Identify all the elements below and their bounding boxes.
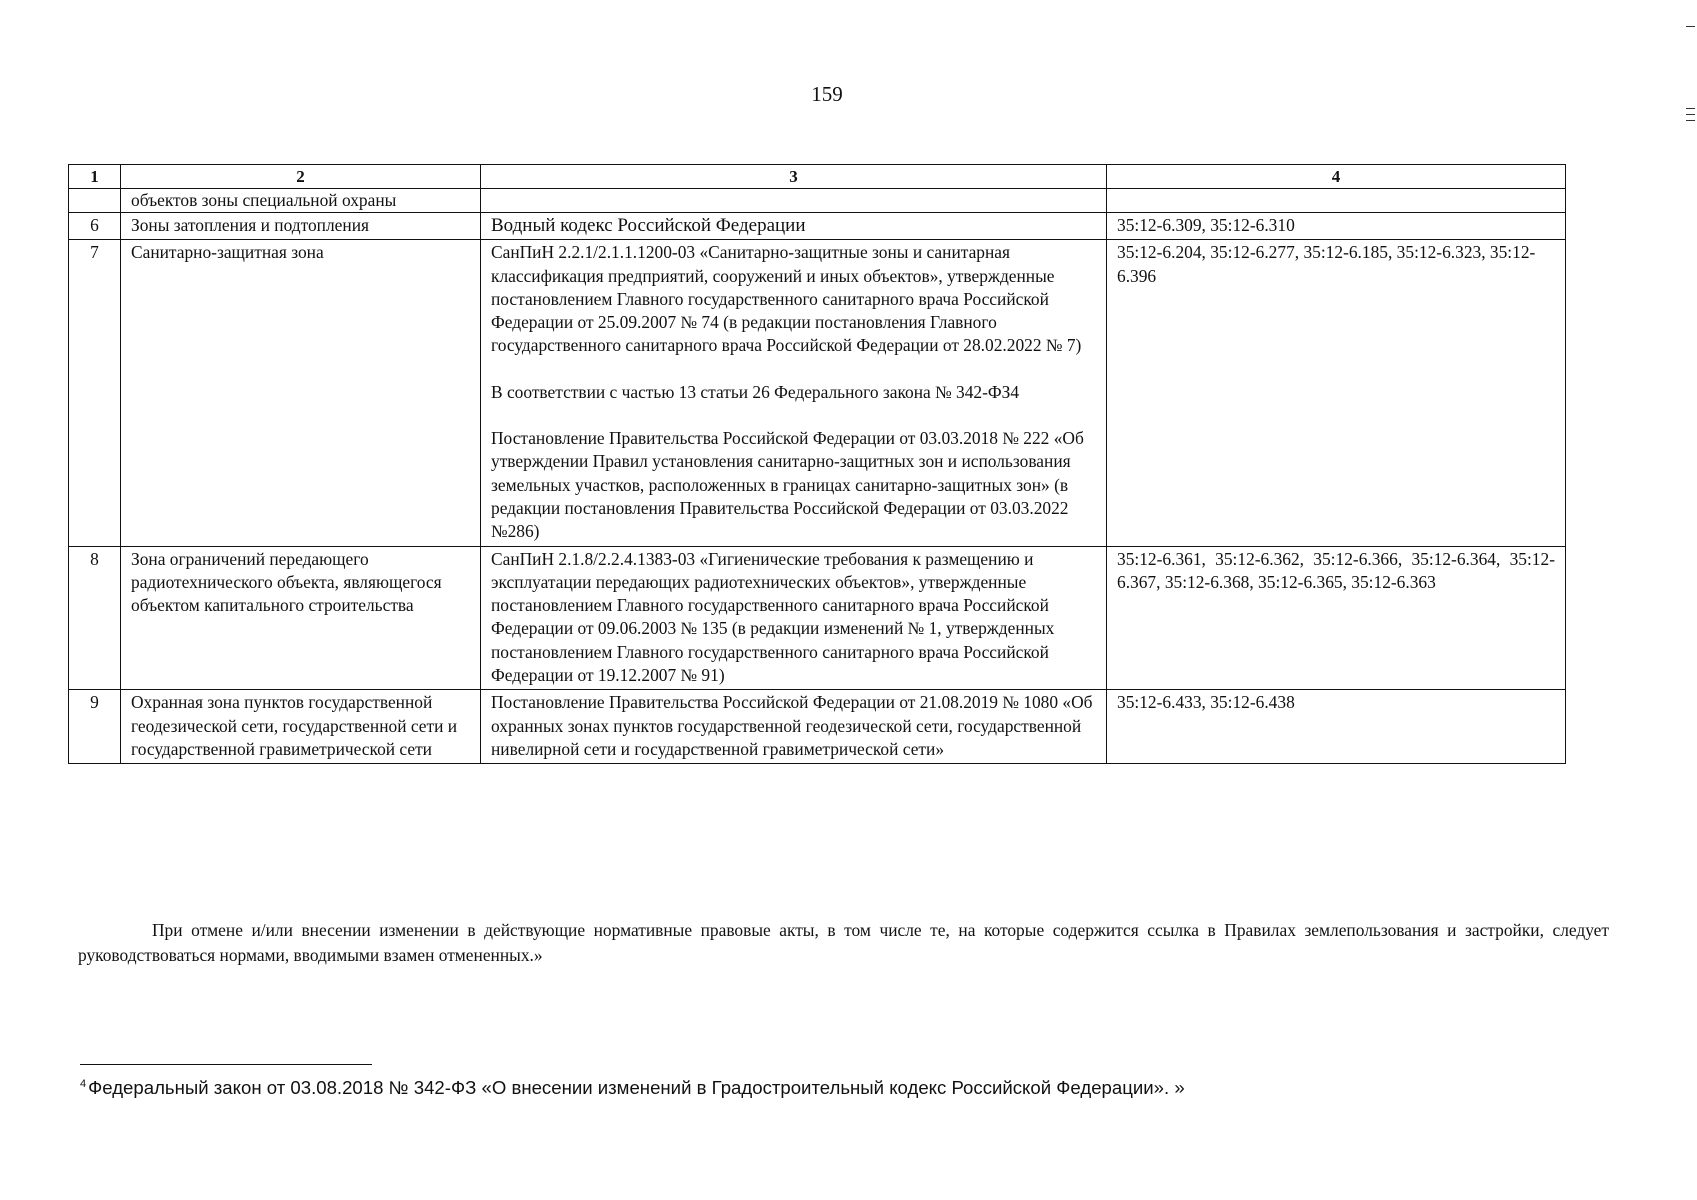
footnote [80,1072,1580,1100]
norm-text: СанПиН 2.2.1/2.1.1.1200-03 «Санитарно-защитные зоны и санитарная классификация предприятий, сооружений и иных объектов», утвержденные постановлением Главного государственного санитарного врача Российской Федерации от 25.09.2007 № 74 (в редакции постановления Главного государственного санитарного врача Российской Федерации от 28.02.2022 № 7) [491,242,1082,356]
column-header: 3 [481,165,1107,189]
footnote-marker: 4 [80,1078,87,1090]
norms-cell [481,189,1107,213]
codes-cell: 35:12-6.309, 35:12-6.310 [1107,213,1566,240]
norms-cell [481,213,1107,240]
norms-cell [481,240,1107,546]
codes-cell: 35:12-6.204, 35:12-6.277, 35:12-6.185, 35:12-6.323, 35:12-6.396 [1107,240,1566,546]
zones-table [68,164,1566,764]
row-number [69,189,121,213]
column-header: 4 [1107,165,1566,189]
norm-text: В соответствии с частью 13 статьи 26 Федерального закона № 342-ФЗ4 [491,381,1020,402]
footnote-text: Федеральный закон от 03.08.2018 № 342-ФЗ «О внесении изменений в Градостроительный кодекс Российской Федерации». » [88,1077,1185,1098]
edge-mark [1686,108,1695,109]
zone-name: Зона ограничений передающего радиотехнического объекта, являющегося объектом капитального строительства [121,546,481,690]
norm-text: Постановление Правительства Российской Федерации от 03.03.2018 № 222 «Об утверждении Правил установления санитарно-защитных зон и использования земельных участков, расположенных в границах санитарно-защитных зон» (в редакции постановления Правительства Российской Федерации от 03.03.2022 №286) [491,428,1084,542]
codes-cell: 35:12-6.361, 35:12-6.362, 35:12-6.366, 35:12-6.364, 35:12-6.367, 35:12-6.368, 35:12-6.365, 35:12-6.363 [1107,546,1566,690]
page-number: 159 [811,82,843,106]
zone-name: объектов зоны специальной охраны [121,189,481,213]
codes-cell [1107,189,1566,213]
row-number: 6 [69,213,121,240]
norm-text: СанПиН 2.1.8/2.2.4.1383-03 «Гигиенические требования к размещению и эксплуатации передающих радиотехнических объектов», утвержденные постановлением Главного государственного санитарного врача Российской Федерации от 09.06.2003 № 135 (в редакции изменений № 1, утвержденных постановлением Главного государственного санитарного врача Российской Федерации от 19.12.2007 № 91) [491,548,1055,686]
zone-name: Охранная зона пунктов государственной геодезической сети, государственной сети и государственной гравиметрической сети [121,690,481,764]
table-header-row [69,165,1566,189]
table-row [69,690,1566,764]
edge-mark [1686,114,1695,115]
table-row [69,546,1566,690]
footnote-separator [80,1064,372,1065]
column-header: 2 [121,165,481,189]
table-row [69,189,1566,213]
row-number: 8 [69,546,121,690]
closing-note: При отмене и/или внесении изменении в действующие нормативные правовые акты, в том числе те, на которые содержится ссылка в Правилах землепользования и застройки, следует руководствоваться нормами, вводимыми взамен отмененных.» [78,920,1609,965]
norms-cell [481,690,1107,764]
zone-name: Санитарно-защитная зона [121,240,481,546]
zone-name: Зоны затопления и подтопления [121,213,481,240]
row-number: 7 [69,240,121,546]
edge-mark [1686,26,1695,27]
norms-cell [481,546,1107,690]
codes-cell: 35:12-6.433, 35:12-6.438 [1107,690,1566,764]
norm-text: Водный кодекс Российской Федерации [491,215,806,236]
table-row [69,213,1566,240]
column-header: 1 [69,165,121,189]
edge-mark [1686,120,1695,121]
norm-text: Постановление Правительства Российской Федерации от 21.08.2019 № 1080 «Об охранных зонах пунктов государственной геодезической сети, государственной нивелирной сети и государственной гравиметрической сети» [491,692,1093,759]
row-number: 9 [69,690,121,764]
table-row [69,240,1566,546]
